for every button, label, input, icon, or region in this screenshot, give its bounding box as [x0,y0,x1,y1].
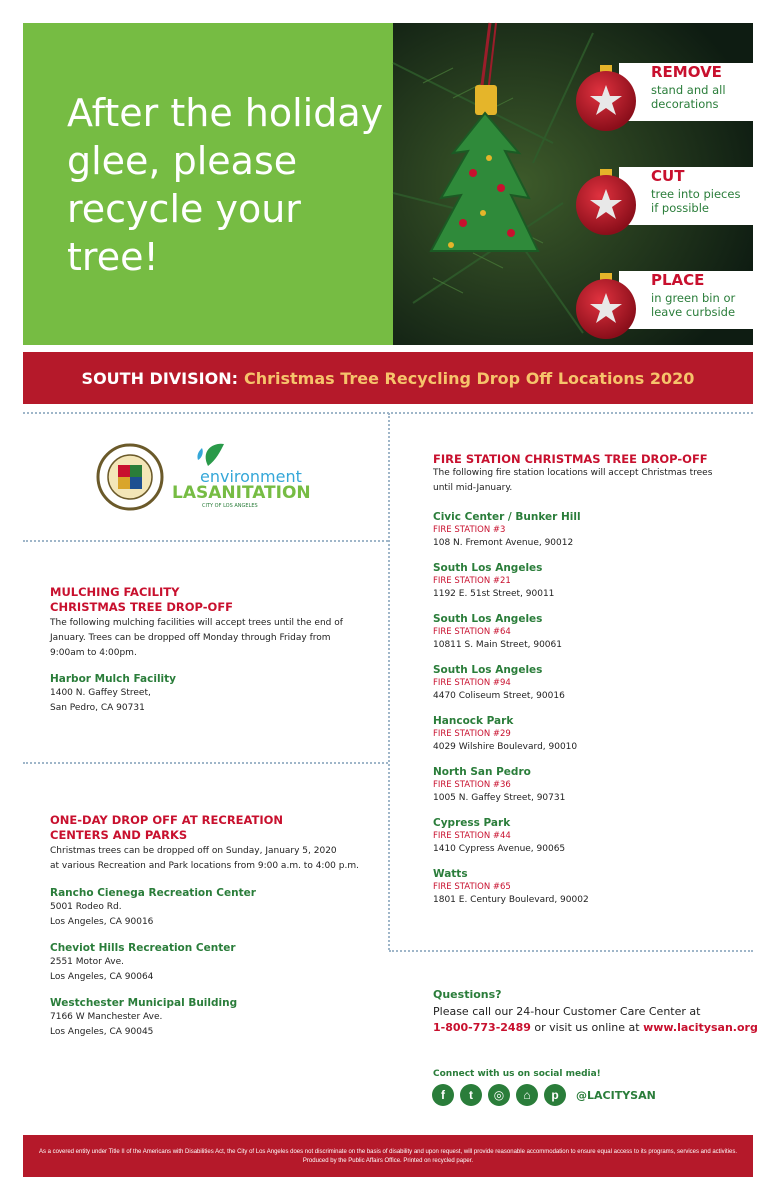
fire-description: The following fire station locations will accept Christmas trees until mid-January. [433,468,713,493]
lasanitation-logo [170,440,311,510]
questions-text: Please call our 24-hour Customer Care Center at [433,1005,701,1018]
divider [23,762,388,764]
recreation-location-address: 5001 Rodeo Rd. Los Angeles, CA 90016 [50,902,154,927]
fire-station-address: 108 N. Fremont Avenue, 90012 [433,538,574,548]
step-text: in green bin or leave curbside [651,291,736,319]
fire-area: Cypress Park [433,817,511,829]
twitter-icon[interactable]: t [460,1084,482,1106]
step-text: tree into pieces if possible [651,187,741,215]
fire-area: South Los Angeles [433,613,543,625]
facebook-icon[interactable]: f [432,1084,454,1106]
recreation-location-name: Cheviot Hills Recreation Center [50,942,236,954]
hero-green-panel [23,23,393,345]
hero-photo [393,23,753,345]
fire-area: Hancock Park [433,715,514,727]
fire-station-number: FIRE STATION #44 [433,831,511,841]
footer-produced-text: Produced by the Public Affairs Office. Printed on recycled paper. [302,1158,474,1164]
footer-ada-text: As a covered entity under Title II of the Americans with Disabilities Act, the City of Los Angeles does not discriminate on the basis of disability and upon request, will provide reasonable accommodation to ensure equal access to its programs, services and activities. [38,1149,738,1155]
fire-heading: FIRE STATION CHRISTMAS TREE DROP-OFF [433,452,708,466]
fire-area: North San Pedro [433,766,531,778]
fire-station-address: 1192 E. 51st Street, 90011 [433,589,555,599]
social-links [432,1084,656,1106]
fire-area: South Los Angeles [433,664,543,676]
division-banner [23,352,753,404]
divider [23,540,388,542]
city-seal-logo [96,443,164,511]
recreation-heading: ONE-DAY DROP OFF AT RECREATION CENTERS AND PARKS [50,813,284,842]
hero [23,23,753,345]
banner-title: Christmas Tree Recycling Drop Off Locations 2020 [243,368,695,388]
fire-area: Civic Center / Bunker Hill [433,511,581,523]
ornament-star-icon [573,65,639,131]
step-text: stand and all decorations [651,83,726,111]
website-link[interactable]: www.lacitysan.org [643,1021,758,1034]
divider [388,413,390,950]
step-remove [573,57,753,137]
fire-station-address: 4470 Coliseum Street, 90016 [433,691,565,701]
pinterest-icon[interactable]: p [544,1084,566,1106]
mulching-description: The following mulching facilities will accept trees until the end of January. Trees can be dropped off Monday through Friday from 9:00am to 4:00pm. [50,618,343,658]
fire-station-address: 1410 Cypress Avenue, 90065 [433,844,566,854]
fire-station-number: FIRE STATION #29 [433,729,511,739]
lasan-sub-text: CITY OF LOS ANGELES [202,503,258,509]
banner-label: SOUTH DIVISION: [81,368,238,388]
mulching-facility-name: Harbor Mulch Facility [50,673,177,685]
fire-station-number: FIRE STATION #36 [433,780,511,790]
social-handle[interactable]: @LACITYSAN [576,1088,656,1102]
nextdoor-icon[interactable]: ⌂ [516,1084,538,1106]
step-title: PLACE [651,271,705,289]
fire-station-address: 1005 N. Gaffey Street, 90731 [433,793,566,803]
recreation-location-name: Westchester Municipal Building [50,997,238,1009]
instagram-icon[interactable]: ◎ [488,1084,510,1106]
ornament-star-icon [573,273,639,339]
fire-area: Watts [433,868,468,880]
recreation-location-address: 2551 Motor Ave. Los Angeles, CA 90064 [50,957,154,982]
mulching-facility-address: 1400 N. Gaffey Street, San Pedro, CA 90731 [50,688,151,713]
footer-disclaimer [23,1135,753,1177]
step-title: CUT [651,167,685,185]
fire-station-address: 4029 Wilshire Boulevard, 90010 [433,742,578,752]
lasan-name-text: LASANITATION [172,483,311,503]
fire-station-address: 1801 E. Century Boulevard, 90002 [433,895,589,905]
divider [389,950,753,952]
fire-station-number: FIRE STATION #94 [433,678,511,688]
recreation-location-address: 7166 W Manchester Ave. Los Angeles, CA 90045 [50,1012,163,1037]
step-place [573,265,753,345]
social-heading: Connect with us on social media! [433,1069,601,1079]
phone-link[interactable]: 1-800-773-2489 [433,1021,531,1034]
questions-contact: 1-800-773-2489 or visit us online at www.lacitysan.org [433,1021,758,1034]
hero-title: After the holiday glee, please recycle your tree! [67,91,384,279]
questions-heading: Questions? [433,988,502,1001]
mulching-heading: MULCHING FACILITY CHRISTMAS TREE DROP-OFF [50,585,234,614]
fire-station-address: 10811 S. Main Street, 90061 [433,640,562,650]
fire-station-number: FIRE STATION #64 [433,627,511,637]
step-cut [573,161,753,241]
recreation-description: Christmas trees can be dropped off on Sunday, January 5, 2020 at various Recreation and Park locations from 9:00 a.m. to 4:00 p.m. [50,846,359,871]
fire-station-number: FIRE STATION #3 [433,525,506,535]
recreation-location-name: Rancho Cienega Recreation Center [50,887,256,899]
ornament-star-icon [573,169,639,235]
lasan-environment-text: environment [200,467,302,486]
fire-station-number: FIRE STATION #65 [433,882,511,892]
step-title: REMOVE [651,63,722,81]
fire-area: South Los Angeles [433,562,543,574]
fire-station-number: FIRE STATION #21 [433,576,511,586]
